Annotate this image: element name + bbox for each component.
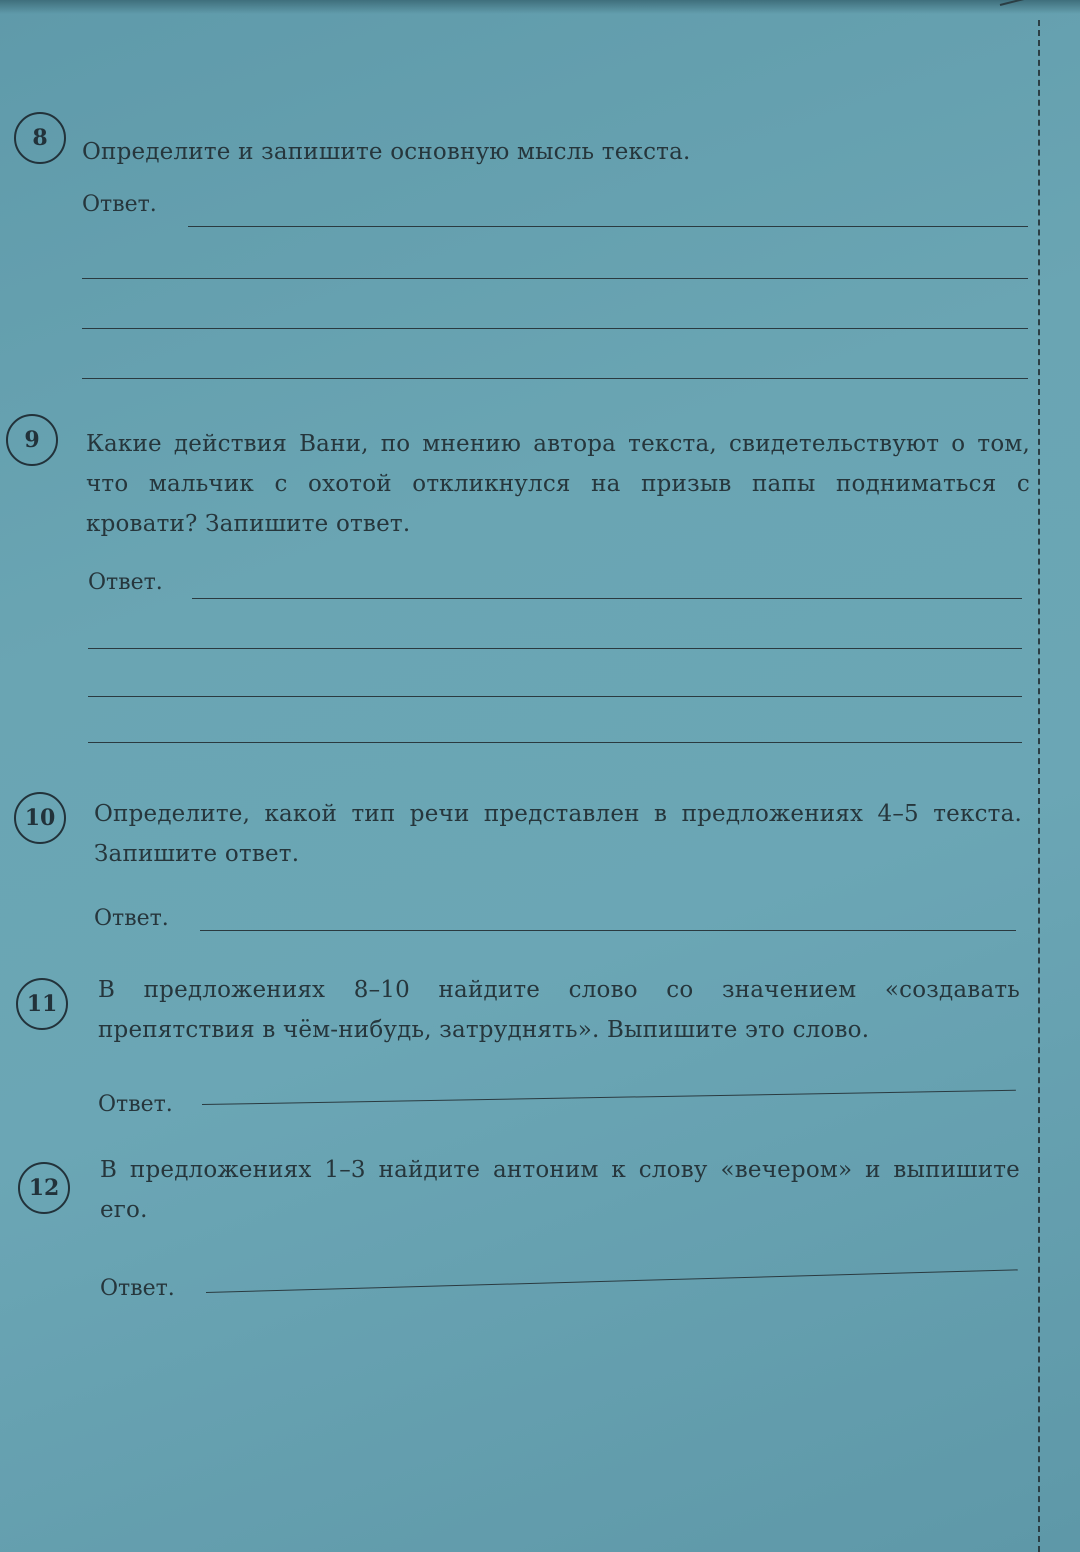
question-text: В предложениях 8–10 найдите слово со значением «создавать препятствия в чём-нибудь, затруднять». Выпишите это слово. (98, 977, 1020, 1043)
answer-field[interactable] (88, 696, 1022, 697)
cut-line (1038, 20, 1040, 1552)
answer-field[interactable] (188, 226, 1028, 227)
answer-label: Ответ. (88, 570, 163, 595)
answer-field[interactable] (200, 930, 1016, 931)
answer-field[interactable] (88, 742, 1022, 743)
answer-label: Ответ. (82, 192, 157, 217)
question-text: В предложениях 1–3 найдите антоним к слову «вечером» и выпишите его. (100, 1157, 1020, 1223)
answer-field[interactable] (82, 378, 1028, 379)
answer-field[interactable] (88, 648, 1022, 649)
answer-label: Ответ. (100, 1276, 175, 1301)
question-number-badge: 10 (14, 792, 66, 844)
question-number-badge: 11 (16, 978, 68, 1030)
question-text: Определите, какой тип речи представлен в предложениях 4–5 текста. Запишите ответ. (94, 801, 1022, 867)
answer-field[interactable] (202, 1090, 1016, 1105)
page-top-edge (0, 0, 1080, 14)
answer-field[interactable] (82, 278, 1028, 279)
question-number-badge: 8 (14, 112, 66, 164)
question-number-badge: 9 (6, 414, 58, 466)
question-text: Какие действия Вани, по мнению автора текста, свидетельствуют о том, что мальчик с охотой откликнулся на призыв папы подниматься с кровати? Запишите ответ. (86, 431, 1030, 537)
question-text: Определите и запишите основную мысль текста. (82, 139, 691, 165)
answer-field[interactable] (82, 328, 1028, 329)
answer-field[interactable] (206, 1269, 1018, 1293)
answer-label: Ответ. (94, 906, 169, 931)
question-number-badge: 12 (18, 1162, 70, 1214)
answer-field[interactable] (192, 598, 1022, 599)
answer-label: Ответ. (98, 1092, 173, 1117)
